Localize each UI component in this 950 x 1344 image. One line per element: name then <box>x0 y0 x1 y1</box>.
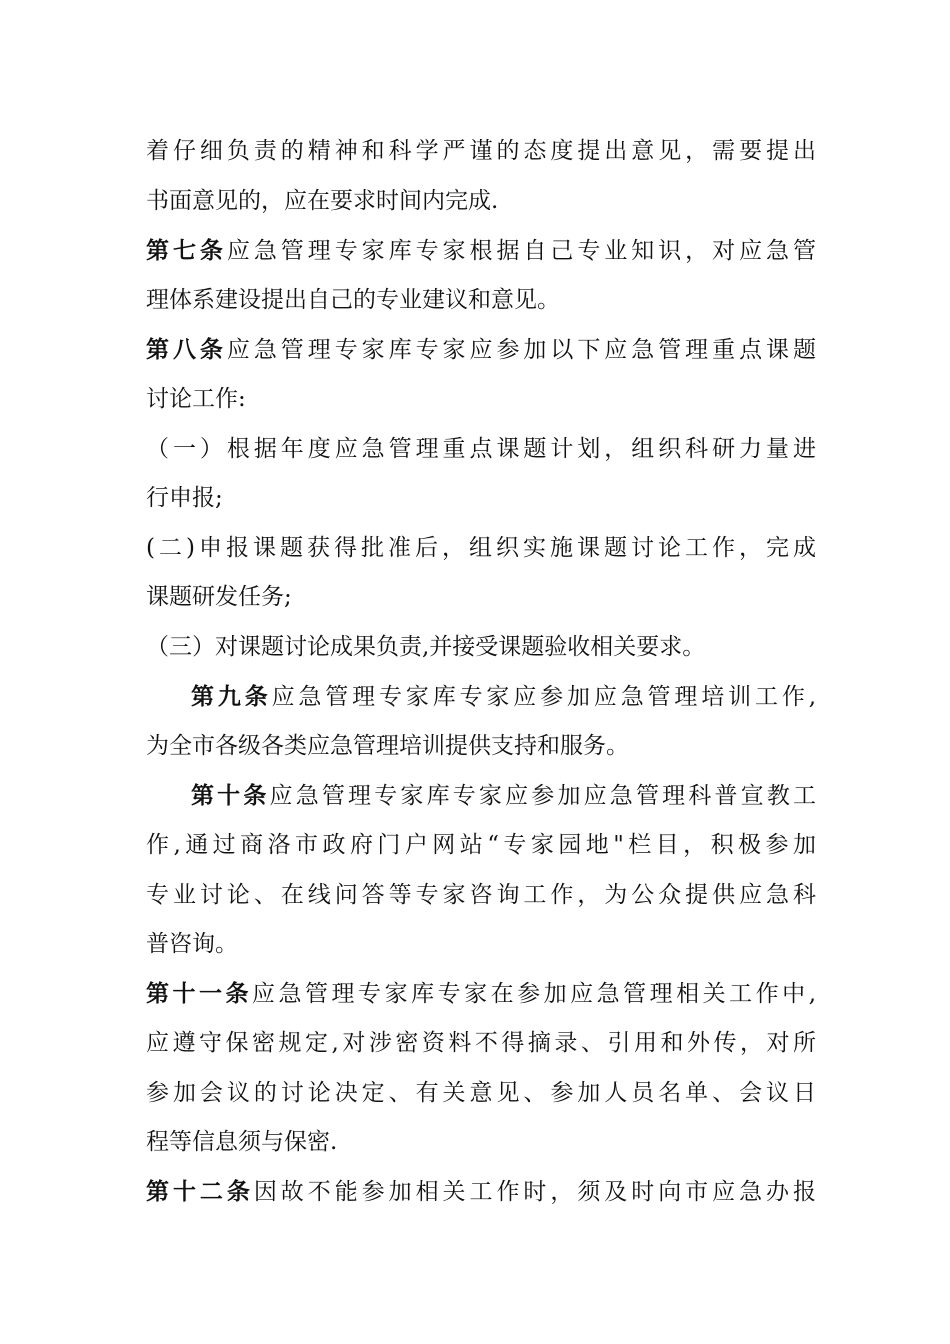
article-7-line <box>146 235 816 267</box>
line-text: 程等信息须与保密. <box>146 1129 338 1155</box>
line-text: 应遵守保密规定,对涉密资料不得摘录、引用和外传，对所 <box>146 1030 816 1056</box>
text-line <box>146 284 816 316</box>
line-text: 应急管理专家库专家根据自己专业知识，对应急管 <box>226 238 816 264</box>
article-number: 第九条 <box>191 684 272 710</box>
article-9-line <box>191 681 816 713</box>
text-line <box>146 730 816 762</box>
article-number: 第八条 <box>146 337 227 363</box>
article-number: 第十一条 <box>146 981 253 1007</box>
text-line <box>146 1077 816 1109</box>
text-line <box>146 185 816 217</box>
line-text: （三）对课题讨论成果负责,并接受课题验收相关要求。 <box>146 634 706 660</box>
line-text: 应急管理专家库专家应参加应急管理科普宣教工 <box>269 783 817 809</box>
article-number: 第十二条 <box>146 1179 254 1205</box>
line-text: （一）根据年度应急管理重点课题计划，组织科研力量进 <box>146 436 816 462</box>
list-item-1-line <box>146 433 816 465</box>
text-line <box>146 928 816 960</box>
list-item-3-line <box>146 631 816 663</box>
line-text: 着仔细负责的精神和科学严谨的态度提出意见，需要提出 <box>146 138 816 164</box>
line-text: 普咨询。 <box>146 931 238 957</box>
article-number: 第七条 <box>146 238 227 264</box>
line-text: 作,通过商洛市政府门户网站“专家园地"栏目，积极参加 <box>146 832 816 858</box>
text-line <box>146 383 816 415</box>
line-text: 参加会议的讨论决定、有关意见、参加人员名单、会议日 <box>146 1080 816 1106</box>
line-text: 课题研发任务; <box>146 584 292 610</box>
line-text: 讨论工作: <box>146 386 246 412</box>
line-text: 因故不能参加相关工作时，须及时向市应急办报 <box>253 1179 817 1205</box>
line-text: 应急管理专家库专家应参加以下应急管理重点课题 <box>226 337 816 363</box>
line-text: 专业讨论、在线问答等专家咨询工作，为公众提供应急科 <box>146 882 816 908</box>
article-10-line <box>191 780 816 812</box>
line-text: 应急管理专家库专家应参加应急管理培训工作, <box>271 684 817 710</box>
line-text: 行申报; <box>146 485 223 511</box>
article-8-line <box>146 334 816 366</box>
text-line <box>146 1027 816 1059</box>
text-line <box>146 482 816 514</box>
line-text: 为全市各级各类应急管理培训提供支持和服务。 <box>146 733 629 759</box>
line-text: 应急管理专家库专家在参加应急管理相关工作中, <box>252 981 816 1007</box>
text-line <box>146 829 816 861</box>
text-line <box>146 1126 816 1158</box>
article-number: 第十条 <box>191 783 270 809</box>
text-line <box>146 581 816 613</box>
article-12-line <box>146 1176 816 1208</box>
text-line <box>146 135 816 167</box>
line-text: 书面意见的，应在要求时间内完成. <box>146 188 499 214</box>
list-item-2-line <box>146 532 816 564</box>
text-line <box>146 879 816 911</box>
line-text: 理体系建设提出自己的专业建议和意见。 <box>146 287 560 313</box>
article-11-line <box>146 978 816 1010</box>
line-text: (二)申报课题获得批准后，组织实施课题讨论工作，完成 <box>146 535 816 561</box>
